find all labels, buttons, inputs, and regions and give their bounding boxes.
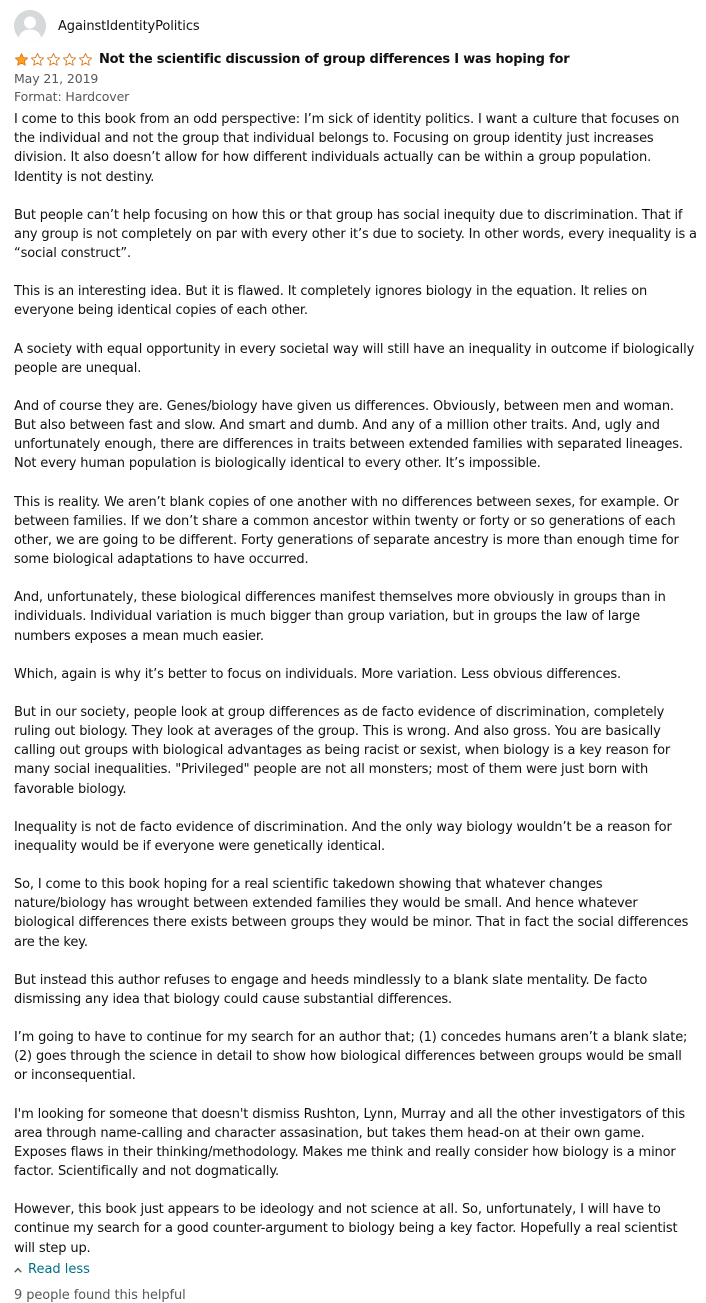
avatar[interactable] [14, 10, 46, 42]
review-paragraph: This is reality. We aren’t blank copies of one another with no differences between sexes, for example. Or between families. If we don’t share a common ancestor within twenty or forty or so generations of each other, we are going to be different. Forty generations of separate ancestry is more than enough time for some biological adaptations to have occurred. [14, 494, 679, 568]
star-empty-icon [62, 52, 77, 67]
review-format[interactable]: Format: Hardcover [14, 89, 130, 104]
star-filled-icon [14, 52, 29, 67]
review-paragraph: Which, again is why it’s better to focus on individuals. More variation. Less obvious differences. [14, 666, 621, 682]
star-empty-icon [78, 52, 93, 67]
star-rating[interactable] [14, 51, 94, 67]
review-paragraph: So, I come to this book hoping for a real scientific takedown showing that whatever changes nature/biology has wrought between extended families they would be small. And hence whatever biological differences there exists between groups they would be minor. That in fact the social differences are the key. [14, 877, 689, 950]
star-empty-icon [46, 52, 61, 67]
review-paragraph: But instead this author refuses to engage and heeds mindlessly to a blank slate mentality. De facto dismissing any idea that biology could cause substantial differences. [14, 972, 648, 1007]
reviewer-profile[interactable] [14, 10, 698, 42]
review-title-row [14, 50, 698, 68]
review-title[interactable]: Not the scientific discussion of group differences I was hoping for [99, 51, 570, 67]
review-paragraph: But people can’t help focusing on how this or that group has social inequity due to discrimination. That if any group is not completely on par with every other it’s due to society. In other words, every inequality is a “social construct”. [14, 207, 697, 262]
review-paragraph: Inequality is not de facto evidence of discrimination. And the only way biology wouldn’t be a reason for inequality would be if everyone were genetically identical. [14, 819, 672, 854]
review-paragraph: However, this book just appears to be ideology and not science at all. So, unfortunately, I will have to continue my search for a good counter-argument to biology being a key factor. Hopefully a real scientist will step up. [14, 1202, 678, 1256]
review-paragraph: I'm looking for someone that doesn't dismiss Rushton, Lynn, Murray and all the other investigators of this area through name-calling and character assasination, but takes them head-on at their own game. Exposes flaws in their thinking/methodology. Makes me think and really consider how biology is a minor factor. Scientifically and not dogmatically. [14, 1106, 685, 1180]
chevron-up-icon [14, 1267, 22, 1273]
reviewer-name[interactable]: AgainstIdentityPolitics [58, 18, 200, 34]
review-date: May 21, 2019 [14, 71, 99, 86]
review-paragraph: But in our society, people look at group differences as de facto evidence of discrimination, completely ruling out biology. They look at averages of the group. This is wrong. And also gross. You are basically calling out groups with biological advantages as being racist or sexist, when biology is a key reason for many social inequalities. "Privileged" people are not all monsters; most of them were just born with favorable biology. [14, 704, 671, 797]
review-paragraph: I come to this book from an odd perspective: I’m sick of identity politics. I want a culture that focuses on the individual and not the group that individual belongs to. Focusing on group identity just increases division. It also doesn’t allow for how different individuals actually can be within a group population. Identity is not destiny. [14, 112, 680, 185]
read-less-button[interactable] [14, 1260, 698, 1280]
helpful-count: 9 people found this helpful [14, 1287, 186, 1303]
user-silhouette-icon [14, 10, 46, 42]
review-paragraph: I’m going to have to continue for my search for an author that; (1) concedes humans aren’t a blank slate; (2) goes through the science in detail to show how biological differences between groups would be small or inconsequential. [14, 1030, 688, 1084]
review-paragraph: And, unfortunately, these biological differences manifest themselves more obviously in groups than in individuals. Individual variation is much bigger than group variation, but in groups the law of large numbers exposes a mean much easier. [14, 590, 666, 644]
review-paragraph: This is an interesting idea. But it is flawed. It completely ignores biology in the equation. It relies on everyone being identical copies of each other. [14, 284, 648, 319]
read-less-label[interactable]: Read less [28, 1262, 90, 1278]
star-empty-icon [30, 52, 45, 67]
review-body [14, 110, 698, 1258]
review-paragraph: A society with equal opportunity in every societal way will still have an inequality in outcome if biologically people are unequal. [14, 341, 695, 376]
review-paragraph: And of course they are. Genes/biology have given us differences. Obviously, between men and woman. But also between fast and slow. And smart and dumb. And any of a million other traits. And, ugly and unfortunately enough, there are differences in traits between extended families with separated lineages. Not every human population is biologically identical to every other. It’s impossible. [14, 398, 683, 472]
customer-review [14, 10, 698, 1303]
